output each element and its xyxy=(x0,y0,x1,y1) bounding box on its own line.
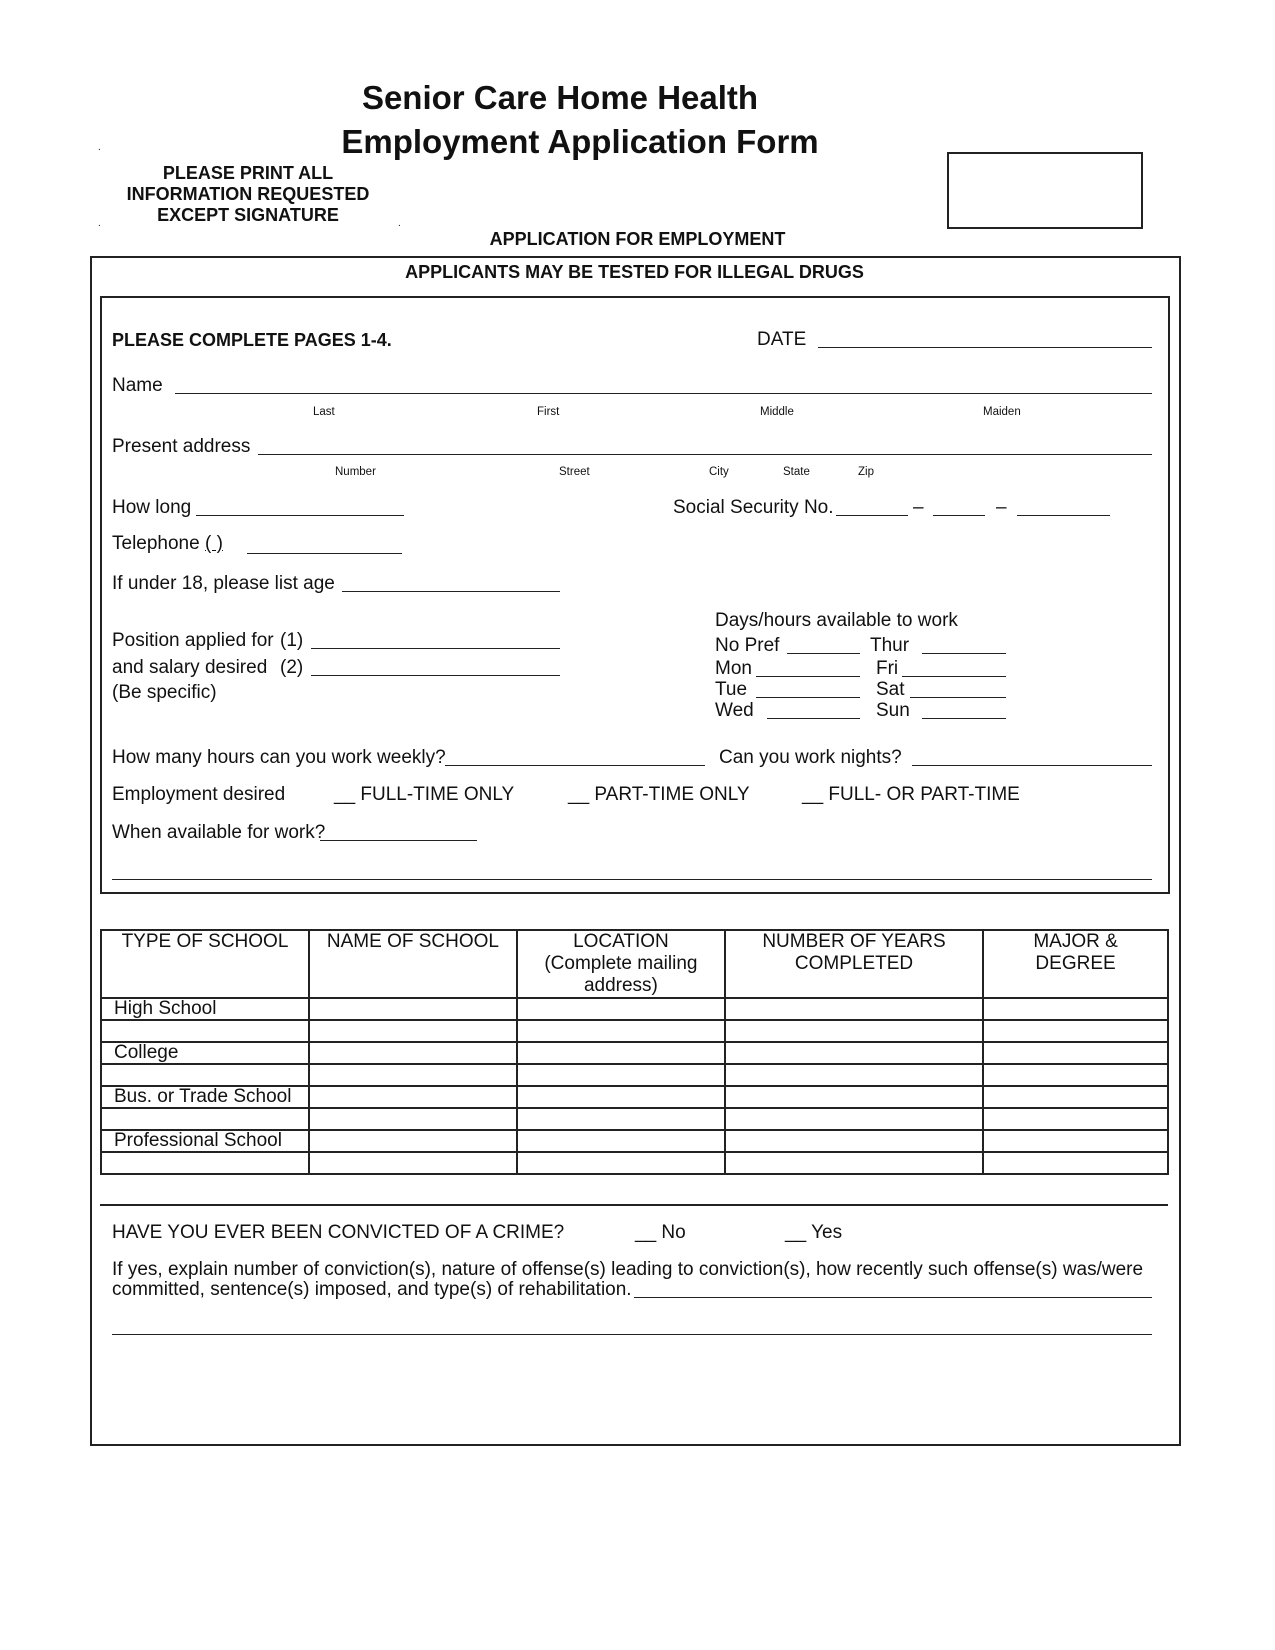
name-part-last: Last xyxy=(313,406,335,418)
ssn-dash: – xyxy=(996,497,1007,518)
table-cell[interactable] xyxy=(309,1108,517,1130)
date-label: DATE xyxy=(757,329,807,350)
application-heading: APPLICATION FOR EMPLOYMENT xyxy=(489,229,786,249)
table-cell[interactable] xyxy=(309,1152,517,1174)
crime-no-option[interactable]: __ No xyxy=(635,1222,686,1243)
no-pref-field[interactable] xyxy=(787,653,860,654)
age-field[interactable] xyxy=(342,591,560,592)
address-part-number: Number xyxy=(335,466,376,478)
header-location-line: (Complete mailing xyxy=(544,953,698,974)
header-major-degree xyxy=(983,930,1168,998)
ssn-dash: – xyxy=(913,497,924,518)
crime-explain-field[interactable] xyxy=(634,1297,1152,1298)
row-label: Professional School xyxy=(101,1130,309,1152)
hours-weekly-field[interactable] xyxy=(445,765,705,766)
hours-weekly-label: How many hours can you work weekly? xyxy=(112,747,446,768)
header-type-of-school xyxy=(101,930,309,998)
sun-field[interactable] xyxy=(922,718,1006,719)
address-part-street: Street xyxy=(559,466,590,478)
ssn-label: Social Security No. xyxy=(673,497,834,518)
header-major-line: MAJOR & xyxy=(1033,931,1118,952)
name-part-middle: Middle xyxy=(760,406,794,418)
how-long-field[interactable] xyxy=(196,515,404,516)
day-label-thur: Thur xyxy=(870,635,910,656)
table-cell[interactable] xyxy=(725,1042,983,1064)
table-cell[interactable] xyxy=(517,998,725,1020)
header-location-line: LOCATION xyxy=(573,931,669,952)
table-cell[interactable] xyxy=(517,1108,725,1130)
position-number-1: (1) xyxy=(280,630,304,651)
ssn-field-1[interactable] xyxy=(836,515,908,516)
when-available-field[interactable] xyxy=(320,840,477,841)
address-part-zip: Zip xyxy=(858,466,874,478)
telephone-field[interactable] xyxy=(247,553,402,554)
ssn-field-3[interactable] xyxy=(1017,515,1110,516)
table-cell[interactable] xyxy=(983,1152,1168,1174)
day-label-sun: Sun xyxy=(876,700,910,721)
table-cell[interactable] xyxy=(309,1130,517,1152)
form-title-line2: Employment Application Form xyxy=(341,123,819,160)
table-cell[interactable] xyxy=(983,1130,1168,1152)
office-use-box xyxy=(947,152,1143,229)
header-years-line: COMPLETED xyxy=(794,953,914,974)
stray-dot: . xyxy=(98,218,101,229)
table-cell[interactable] xyxy=(517,1130,725,1152)
table-row xyxy=(101,1042,1168,1064)
header-major-line: DEGREE xyxy=(1035,953,1116,974)
table-cell[interactable] xyxy=(517,1086,725,1108)
header-years-completed xyxy=(725,930,983,998)
table-cell[interactable] xyxy=(983,1020,1168,1042)
table-cell[interactable] xyxy=(725,1108,983,1130)
table-cell[interactable] xyxy=(517,1152,725,1174)
header-name-text: NAME OF SCHOOL xyxy=(326,931,499,952)
position-field-2[interactable] xyxy=(311,675,560,676)
position-field-1[interactable] xyxy=(311,648,560,649)
days-available-title: Days/hours available to work xyxy=(715,610,958,631)
table-cell[interactable] xyxy=(517,1064,725,1086)
name-part-maiden: Maiden xyxy=(983,406,1021,418)
print-instructions: PLEASE PRINT ALL INFORMATION REQUESTED EXCEPT SIGNATURE xyxy=(126,163,370,225)
ssn-field-2[interactable] xyxy=(933,515,985,516)
crime-explain-line1: If yes, explain number of conviction(s), nature of offense(s) leading to conviction(s), how recently such offense(s) was/were xyxy=(112,1259,1144,1280)
name-field[interactable] xyxy=(175,393,1152,394)
day-label-tue: Tue xyxy=(715,679,748,700)
table-cell[interactable] xyxy=(101,1064,309,1086)
fri-field[interactable] xyxy=(902,676,1006,677)
table-cell[interactable] xyxy=(725,1020,983,1042)
stray-dot: . xyxy=(398,218,401,229)
table-row xyxy=(101,998,1168,1020)
table-cell[interactable] xyxy=(309,1086,517,1108)
table-cell[interactable] xyxy=(725,1130,983,1152)
telephone-label: Telephone xyxy=(112,533,200,554)
thur-field[interactable] xyxy=(922,653,1006,654)
crime-question: HAVE YOU EVER BEEN CONVICTED OF A CRIME? xyxy=(112,1222,565,1243)
date-field[interactable] xyxy=(818,347,1152,348)
form-title-line1: Senior Care Home Health xyxy=(361,79,759,116)
table-cell[interactable] xyxy=(309,1064,517,1086)
wed-field[interactable] xyxy=(767,718,860,719)
nights-field[interactable] xyxy=(912,765,1152,766)
be-specific-note: (Be specific) xyxy=(112,682,217,703)
address-label: Present address xyxy=(112,436,251,457)
table-cell[interactable] xyxy=(517,1020,725,1042)
employment-desired-label: Employment desired xyxy=(112,784,286,805)
stray-dot: . xyxy=(98,142,101,153)
row-label: Bus. or Trade School xyxy=(101,1086,309,1108)
table-cell[interactable] xyxy=(101,1108,309,1130)
option-part-time[interactable]: __ PART-TIME ONLY xyxy=(568,784,750,805)
header-years-line: NUMBER OF YEARS xyxy=(762,931,946,952)
crime-explain-field-2[interactable] xyxy=(112,1334,1152,1335)
table-cell[interactable] xyxy=(983,1042,1168,1064)
header-type-text: TYPE OF SCHOOL xyxy=(121,931,289,952)
table-row xyxy=(101,1152,1168,1174)
salary-label: and salary desired xyxy=(112,657,268,678)
position-number-2: (2) xyxy=(280,657,304,678)
how-long-label: How long xyxy=(112,497,192,518)
table-cell[interactable] xyxy=(309,998,517,1020)
section-divider xyxy=(100,1204,1168,1206)
table-cell[interactable] xyxy=(983,1108,1168,1130)
under-18-label: If under 18, please list age xyxy=(112,573,335,594)
sat-field[interactable] xyxy=(910,697,1006,698)
table-cell[interactable] xyxy=(517,1042,725,1064)
table-row xyxy=(101,1108,1168,1130)
mon-field[interactable] xyxy=(756,676,860,677)
position-label: Position applied for xyxy=(112,630,274,651)
table-row xyxy=(101,1086,1168,1108)
table-cell[interactable] xyxy=(983,1064,1168,1086)
table-row xyxy=(101,1064,1168,1086)
table-cell[interactable] xyxy=(725,1086,983,1108)
drug-testing-notice: APPLICANTS MAY BE TESTED FOR ILLEGAL DRUGS xyxy=(405,262,864,282)
tue-field[interactable] xyxy=(756,697,860,698)
header-name-of-school xyxy=(309,930,517,998)
table-cell[interactable] xyxy=(101,1152,309,1174)
area-code-field[interactable]: ( ) xyxy=(205,533,223,554)
option-full-or-part-time[interactable]: __ FULL- OR PART-TIME xyxy=(802,784,1020,805)
day-label-fri: Fri xyxy=(876,658,899,679)
table-row xyxy=(101,1020,1168,1042)
crime-yes-option[interactable]: __ Yes xyxy=(785,1222,843,1243)
header-location xyxy=(517,930,725,998)
day-label-sat: Sat xyxy=(876,679,905,700)
table-cell[interactable] xyxy=(309,1042,517,1064)
name-part-first: First xyxy=(537,406,560,418)
row-label: College xyxy=(101,1042,309,1064)
when-available-label: When available for work? xyxy=(112,822,326,843)
day-label-wed: Wed xyxy=(715,700,754,721)
header-location-line: address) xyxy=(583,975,658,996)
day-label-no-pref: No Pref xyxy=(715,635,780,656)
table-cell[interactable] xyxy=(725,1152,983,1174)
education-table xyxy=(100,929,1169,1175)
crime-explain-line2: committed, sentence(s) imposed, and type(s) of rehabilitation. xyxy=(112,1279,632,1300)
name-label: Name xyxy=(112,375,163,396)
table-cell[interactable] xyxy=(725,1064,983,1086)
table-cell[interactable] xyxy=(725,998,983,1020)
table-row xyxy=(101,1130,1168,1152)
blank-line[interactable] xyxy=(112,879,1152,880)
address-field[interactable] xyxy=(258,454,1152,455)
address-part-state: State xyxy=(783,466,810,478)
day-label-mon: Mon xyxy=(715,658,752,679)
complete-pages-note: PLEASE COMPLETE PAGES 1-4. xyxy=(112,330,392,350)
option-full-time[interactable]: __ FULL-TIME ONLY xyxy=(334,784,515,805)
table-cell[interactable] xyxy=(983,998,1168,1020)
row-label: High School xyxy=(101,998,309,1020)
table-cell[interactable] xyxy=(101,1020,309,1042)
address-part-city: City xyxy=(709,466,729,478)
nights-label: Can you work nights? xyxy=(719,747,902,768)
table-cell[interactable] xyxy=(309,1020,517,1042)
table-cell[interactable] xyxy=(983,1086,1168,1108)
education-header-row xyxy=(101,930,1168,998)
